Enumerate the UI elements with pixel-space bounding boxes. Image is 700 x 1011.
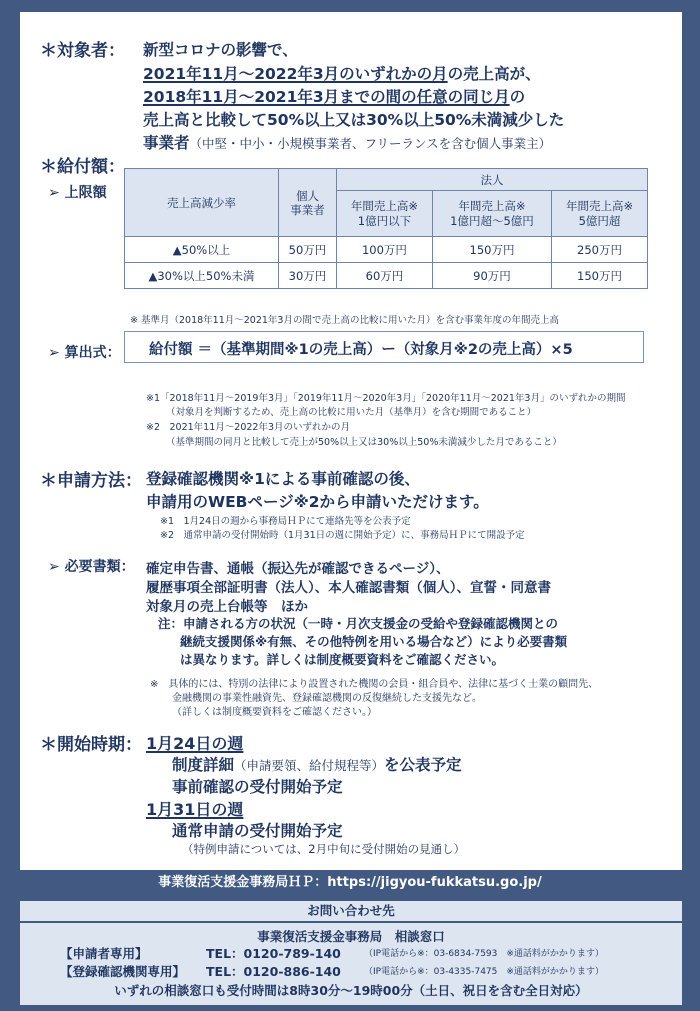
tel-2: TEL：0120-886-140 bbox=[206, 964, 341, 979]
header-reduction: 売上高減少率 bbox=[125, 169, 279, 237]
start-item-2a: 通常申請の受付開始予定 bbox=[172, 822, 343, 840]
hp-band: 事業復活支援金事務局ＨＰ：https://jigyou-fukkatsu.go.jp/ bbox=[0, 871, 700, 895]
docs-note-3: （詳しくは制度概要資料をご確認ください。） bbox=[172, 707, 377, 718]
start-item-2b: （特例申請については、2月中旬に受付開始の見通し） bbox=[182, 842, 466, 856]
contact-title: お問い合わせ先 bbox=[20, 901, 682, 921]
header-corp-2: 年間売上高※ 1億円超〜5億円 bbox=[432, 191, 551, 237]
header-corp: 法人 bbox=[337, 169, 648, 191]
target-line-1: 新型コロナの影響で、 bbox=[143, 41, 298, 59]
target-line-4: 売上高と比較して50%以上又は30%以上50%未満減少した bbox=[143, 111, 565, 129]
docs-caution-1: 注：申請される方の状況（一時・月次支援金の受給や登録確認機関との bbox=[158, 616, 559, 631]
corp-3-cell: 150万円 bbox=[552, 263, 648, 289]
corp-2-cell: 90万円 bbox=[432, 263, 551, 289]
tel-2-label: 【登録確認機関専用】 bbox=[60, 964, 186, 979]
tel-2-ip: （IP電話から※：03-4335-7475 ※通話料がかかります） bbox=[364, 967, 604, 977]
contact-hours: いずれの相談窓口も受付時間は8時30分〜19時00分（土日、祝日を含む全日対応） bbox=[114, 983, 588, 998]
tel-1-ip: （IP電話から※：03-6834-7593 ※通話料がかかります） bbox=[364, 949, 604, 959]
start-label: ＊開始時期： bbox=[40, 735, 142, 755]
calc-note-2: ※2 2021年11月〜2022年3月のいずれかの月 bbox=[146, 422, 350, 433]
docs-caution-2: 継続支援関係※有無、その他特例を用いる場合など）により必要書類 bbox=[180, 634, 568, 649]
tel-1: TEL：0120-789-140 bbox=[206, 946, 341, 961]
start-item-1a: 制度詳細（申請要領、給付規程等）を公表予定 bbox=[172, 756, 462, 774]
table-row bbox=[125, 263, 648, 289]
limit-label: ➢ 上限額 bbox=[48, 185, 107, 201]
docs-note-2: 金融機関の事業性融資先、登録確認機関の反復継続した支援先など。 bbox=[172, 693, 482, 704]
header-corp-1: 年間売上高※ 1億円以下 bbox=[337, 191, 433, 237]
docs-line-1: 確定申告書、通帳（振込先が確認できるページ）、 bbox=[146, 561, 450, 577]
header-individual: 個人 事業者 bbox=[279, 169, 337, 237]
docs-caution-3: は異なります。詳しくは制度概要資料をご確認ください。 bbox=[180, 652, 505, 667]
calc-note-1: ※1「2018年11月〜2019年3月」「2019年11月〜2020年3月」「2020年11月〜2021年3月」のいずれかの期間 bbox=[146, 393, 626, 404]
target-line-2: 2021年11月〜2022年3月のいずれかの月の売上高が、 bbox=[143, 65, 541, 83]
corp-1-cell: 60万円 bbox=[337, 263, 433, 289]
apply-label: ＊申請方法： bbox=[40, 471, 142, 491]
target-label: ＊対象者： bbox=[40, 41, 125, 61]
benefit-label: ＊給付額： bbox=[40, 157, 125, 177]
docs-line-2: 履歴事項全部証明書（法人）、本人確認書類（個人）、宣誓・同意書 bbox=[146, 580, 551, 596]
individual-cell: 50万円 bbox=[279, 237, 337, 263]
start-date-2: 1月31日の週 bbox=[146, 800, 244, 819]
start-date-1: 1月24日の週 bbox=[146, 734, 244, 753]
calc-note-1b: （対象月を判断するため、売上高の比較に用いた月（基準月）を含む期間であること） bbox=[166, 407, 537, 418]
docs-line-3: 対象月の売上台帳等 ほか bbox=[146, 599, 308, 615]
corp-2-cell: 150万円 bbox=[432, 237, 551, 263]
apply-note-1: ※1 1月24日の週から事務局ＨＰにて連絡先等を公表予定 bbox=[160, 516, 411, 527]
individual-cell: 30万円 bbox=[279, 263, 337, 289]
corp-3-cell: 250万円 bbox=[552, 237, 648, 263]
apply-note-2: ※2 通常申請の受付開始時（1月31日の週に開始予定）に、事務局ＨＰにて開設予定 bbox=[160, 530, 525, 541]
contact-office: 事業復活支援金事務局 相談窓口 bbox=[257, 929, 445, 944]
apply-line-2: 申請用のWEBページ※2から申請いただけます。 bbox=[146, 493, 489, 511]
rate-cell: ▲50%以上 bbox=[125, 237, 279, 263]
limit-note: ※ 基準月（2018年11月〜2021年3月の間で売上高の比較に用いた月）を含む事業年度の年間売上高 bbox=[130, 315, 559, 326]
target-line-5: 事業者（中堅・中小・小規模事業者、フリーランスを含む個人事業主） bbox=[143, 134, 552, 152]
corp-1-cell: 100万円 bbox=[337, 237, 433, 263]
calc-note-2b: （基準期間の同月と比較して売上が50%以上又は30%以上50%未満減少した月であること） bbox=[166, 437, 562, 448]
formula-box: 給付額 ＝（基準期間※1の売上高）ー（対象月※2の売上高）×5 bbox=[124, 331, 644, 363]
apply-line-1: 登録確認機関※1による事前確認の後、 bbox=[146, 470, 420, 488]
target-line-3: 2018年11月〜2021年3月までの間の任意の同じ月の bbox=[143, 88, 526, 106]
tel-1-label: 【申請者専用】 bbox=[60, 946, 148, 961]
start-item-1b: 事前確認の受付開始予定 bbox=[172, 778, 343, 796]
header-corp-3: 年間売上高※ 5億円超 bbox=[552, 191, 648, 237]
rate-cell: ▲30%以上50%未満 bbox=[125, 263, 279, 289]
contact-box bbox=[20, 923, 682, 1005]
table-row bbox=[125, 237, 648, 263]
docs-note-1: ※ 具体的には、特別の法律により設置された機関の会員・組合員や、法律に基づく士業の顧問先、 bbox=[150, 679, 599, 690]
docs-label: ➢ 必要書類： bbox=[48, 559, 135, 575]
calc-label: ➢ 算出式： bbox=[48, 345, 121, 361]
limit-table bbox=[124, 168, 648, 289]
